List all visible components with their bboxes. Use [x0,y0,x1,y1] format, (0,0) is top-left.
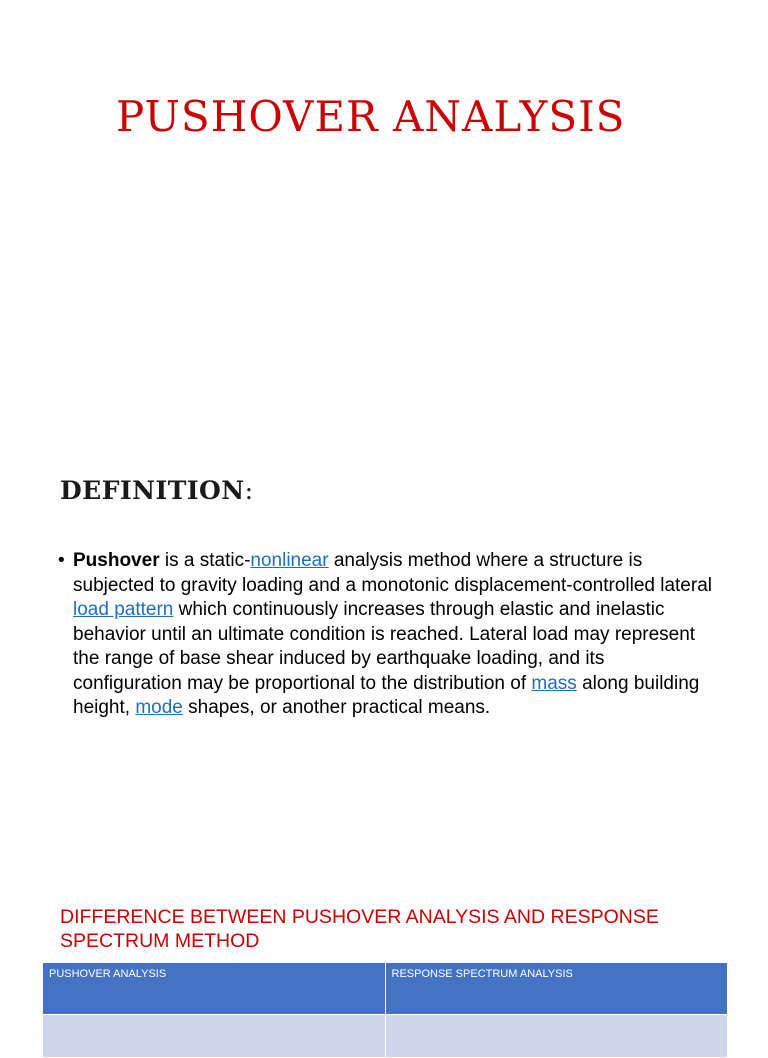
column-header-pushover: PUSHOVER ANALYSIS [43,963,386,1015]
definition-term: Pushover [73,550,160,571]
table-cell [385,1015,728,1058]
definition-segment-0: is a static- [159,550,251,571]
link-load-pattern[interactable]: load pattern [73,599,174,620]
definition-heading-text: DEFINITION [60,476,245,505]
definition-bullet [58,549,718,721]
definition-segment-2: analysis method where a structure is subjected to gravity loading and a monotonic displacement-controlled lateral [73,550,712,596]
column-header-response-spectrum: RESPONSE SPECTRUM ANALYSIS [385,963,728,1015]
link-mass[interactable]: mass [531,672,577,694]
comparison-table [42,962,728,1058]
definition-text [58,549,718,721]
definition-segment-4: which continuously increases through elastic and inelastic behavior until an ultimate condition is reached. Lateral load may represent the range of base shear induced by earthquake loading, and its configuration may be proportional to the distribution of [73,599,696,694]
table-cell [43,1015,386,1058]
page-title: PUSHOVER ANALYSIS [116,92,626,141]
definition-colon: : [244,476,254,505]
link-nonlinear[interactable]: nonlinear [250,550,329,571]
link-mode[interactable]: mode [135,697,183,718]
table-header-row [43,963,728,1015]
difference-heading: DIFFERENCE BETWEEN PUSHOVER ANALYSIS AND RESPONSE SPECTRUM METHOD [60,906,659,952]
definition-heading [60,476,254,505]
definition-segment-6: along building height, [73,672,700,718]
definition-segment-8: shapes, or another practical means. [182,697,491,718]
table-row [43,1015,728,1058]
bullet-dot: • [58,550,65,571]
